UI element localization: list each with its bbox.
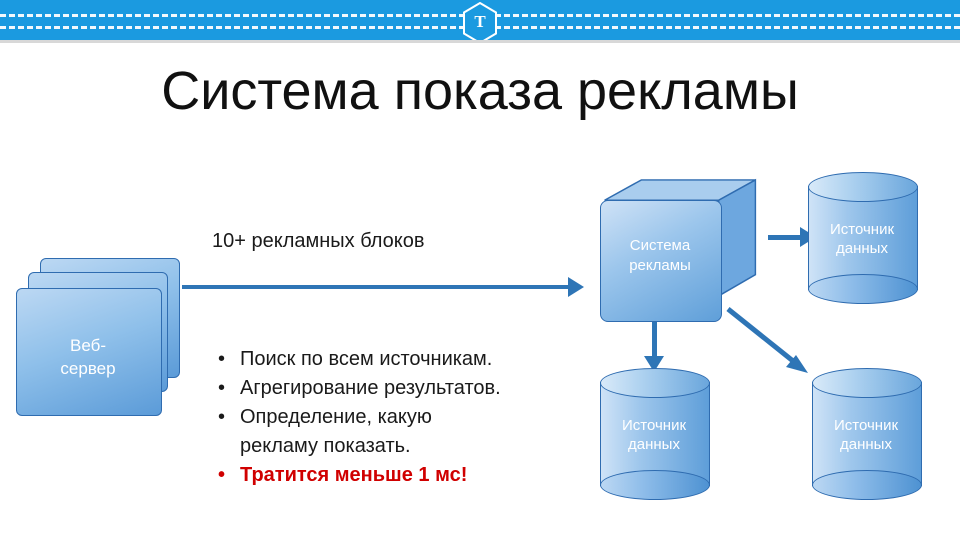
bullet-text: рекламу показать. <box>240 435 411 457</box>
bullet-marker: • <box>218 464 226 486</box>
ad-system-label-line2: рекламы <box>629 257 691 274</box>
bullet-marker: • <box>218 348 226 370</box>
data-source-label-line1: Источник <box>621 417 687 434</box>
web-server-label-line1: Веб- <box>69 336 106 355</box>
logo-letter: T <box>474 12 486 31</box>
list-item-continuation <box>218 432 578 461</box>
data-source-label-line2: данных <box>836 240 888 257</box>
bullet-marker: • <box>218 406 226 428</box>
bullet-marker: • <box>218 377 226 399</box>
bullet-text: Поиск по всем источникам. <box>240 348 493 370</box>
data-source-label-1 <box>808 220 916 258</box>
hexagon-logo-icon <box>462 2 498 44</box>
web-server-label-line2: сервер <box>60 359 116 378</box>
ad-system-label-line1: Система <box>629 237 691 254</box>
list-item-highlight <box>218 461 578 490</box>
ad-system-label <box>600 236 720 276</box>
data-source-cylinder-3 <box>812 368 922 498</box>
top-banner <box>0 0 960 40</box>
bullet-text: Агрегирование результатов. <box>240 377 501 399</box>
banner-bottom-rule <box>0 40 960 43</box>
list-item <box>218 374 578 403</box>
data-source-label-line2: данных <box>840 436 892 453</box>
data-source-label-line1: Источник <box>829 221 895 238</box>
data-source-cylinder-2 <box>600 368 710 498</box>
data-source-cylinder-1 <box>808 172 918 302</box>
data-source-label-3 <box>812 416 920 454</box>
page-title: Система показа рекламы <box>161 61 799 121</box>
data-source-label-line2: данных <box>628 436 680 453</box>
bullet-list <box>218 345 578 490</box>
bullet-text: Определение, какую <box>240 406 432 428</box>
data-source-label-2 <box>600 416 708 454</box>
list-item <box>218 345 578 374</box>
arrow-caption: 10+ рекламных блоков <box>212 230 425 252</box>
list-item <box>218 403 578 432</box>
web-server-cube-front <box>16 288 162 416</box>
bullet-text: Тратится меньше 1 мс! <box>240 464 468 486</box>
data-source-label-line1: Источник <box>833 417 899 434</box>
